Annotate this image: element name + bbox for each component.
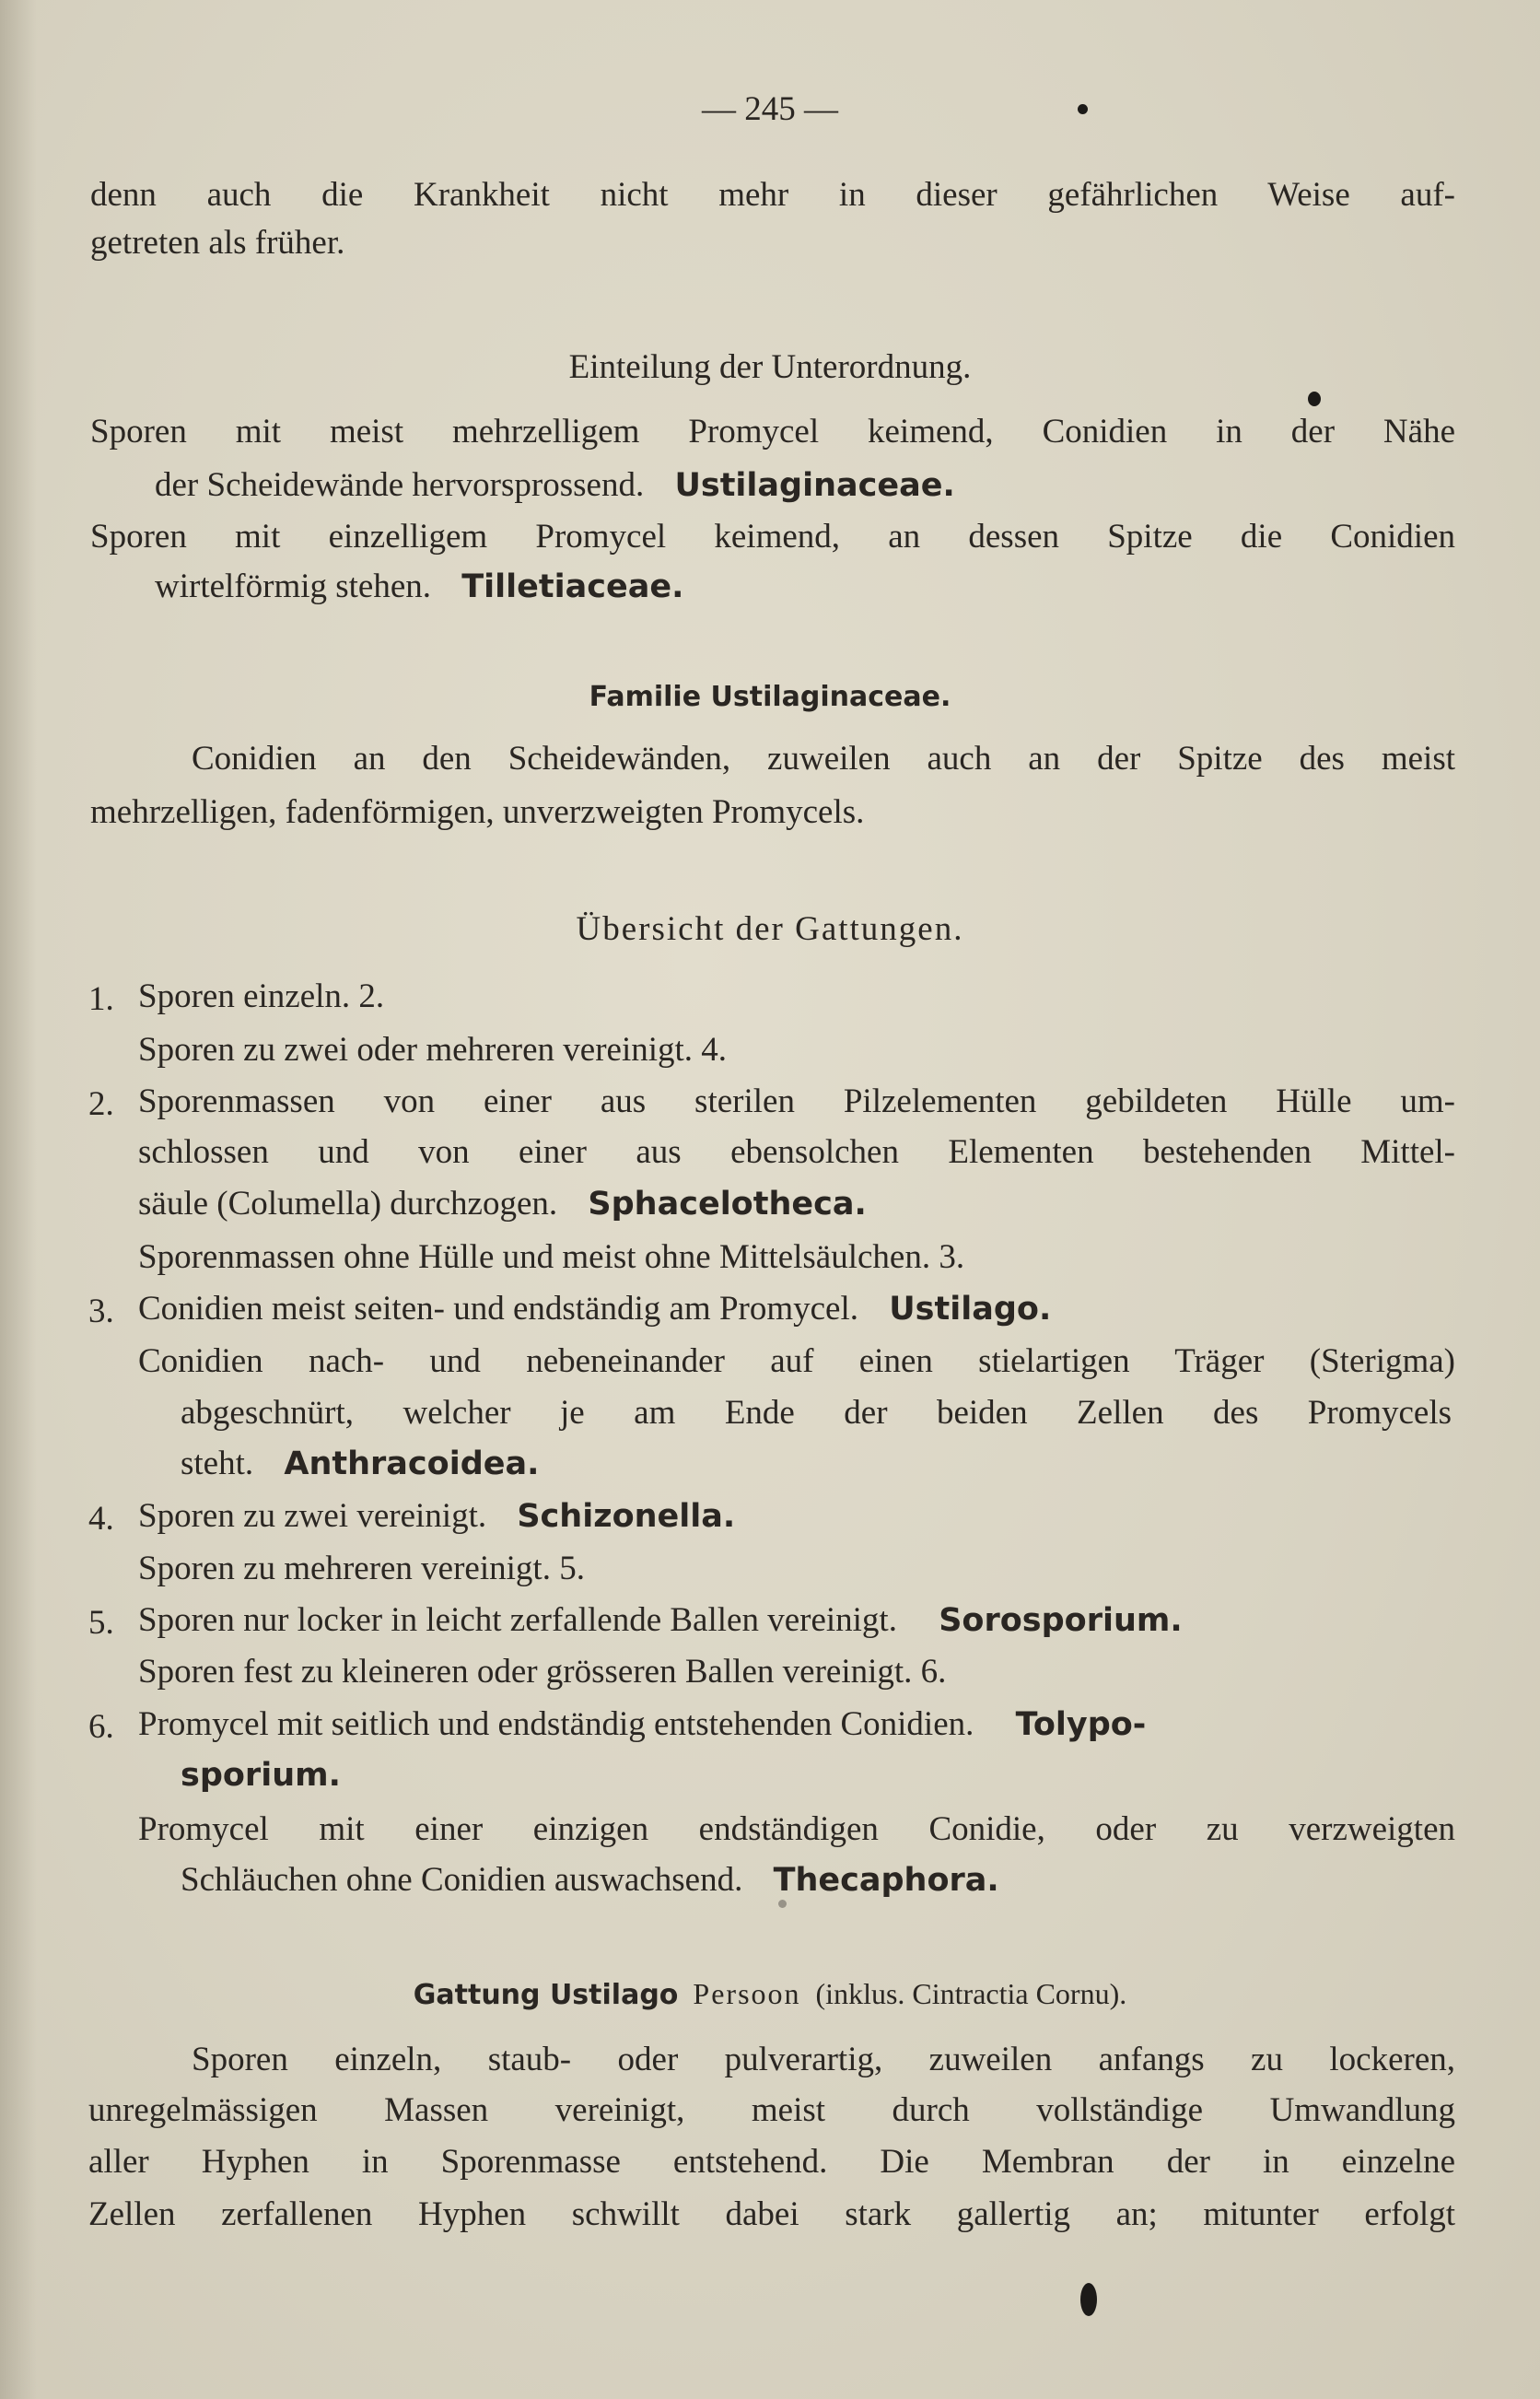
ink-spot (778, 1900, 787, 1908)
key-6b-line-1: Promycel mit einer einzigen endständigen Conidie, oder zu verzweigten (138, 1810, 1455, 1848)
gattung-heading-bold: Gattung Ustilago (413, 1979, 679, 2011)
gattung-heading (0, 1979, 1540, 2009)
key-4a (138, 1499, 735, 1533)
key-6a-text: Promycel mit seitlich und endständig entstehenden Conidien. (138, 1705, 974, 1743)
key-1a: Sporen einzeln. 2. (138, 977, 385, 1015)
key-6b-text: Schläuchen ohne Conidien auswachsend. (181, 1861, 743, 1899)
key-2b: Sporenmassen ohne Hülle und meist ohne Mittelsäulchen. 3. (138, 1238, 965, 1276)
einteilung-item-2-line-1: Sporen mit einzelligem Promycel keimend, an dessen Spitze die Conidien (90, 518, 1455, 556)
familie-heading: Familie Ustilaginaceae. (589, 681, 951, 713)
gattung-line-3: aller Hyphen in Sporenmasse entstehend. Die Membran der in einzelne (88, 2143, 1455, 2181)
key-3a-text: Conidien meist seiten- und endständig am Promycel. (138, 1290, 859, 1328)
key-number-3: 3. (88, 1293, 114, 1330)
key-1b: Sporen zu zwei oder mehreren vereinigt. 4. (138, 1031, 728, 1069)
ink-spot (1308, 392, 1321, 406)
family-name-ustilaginaceae: Ustilaginaceae. (674, 467, 955, 504)
key-5a-text: Sporen nur locker in leicht zerfallende Ballen vereinigt. (138, 1601, 897, 1639)
einteilung-item-1-text: der Scheidewände hervorsprossend. (155, 466, 645, 504)
genus-schizonella: Schizonella. (517, 1498, 736, 1535)
einteilung-item-1-line-1: Sporen mit meist mehrzelligem Promycel keimend, Conidien in der Nähe (90, 413, 1455, 451)
key-3b-line-1: Conidien nach- und nebeneinander auf einen stielartigen Träger (Sterigma) (138, 1342, 1455, 1380)
genus-ustilago: Ustilago. (889, 1291, 1052, 1328)
gattung-line-1: Sporen einzeln, staub- oder pulverartig, zuweilen anfangs zu lockeren, (192, 2041, 1455, 2078)
gattung-heading-author: Persoon (693, 1977, 801, 2010)
familie-line-2: mehrzelligen, fadenförmigen, unverzweigten Promycels. (90, 793, 865, 831)
key-number-4: 4. (88, 1500, 114, 1538)
family-name-tilletiaceae: Tilletiaceae. (461, 568, 684, 605)
gattung-heading-rest: (inklus. Cintractia Cornu). (815, 1977, 1127, 2010)
page-number: — 245 — (702, 90, 838, 128)
genus-sorosporium: Sorosporium. (939, 1602, 1183, 1639)
genus-sphacelotheca: Sphacelotheca. (588, 1186, 867, 1223)
einteilung-item-2-text: wirtelförmig stehen. (155, 568, 432, 605)
key-6b-line-2 (181, 1863, 999, 1897)
genus-tolyposporium-part-1: Tolypo- (1015, 1706, 1147, 1743)
gattung-line-4: Zellen zerfallenen Hyphen schwillt dabei stark gallertig an; mitunter erfolgt (88, 2195, 1455, 2233)
ink-spot (1078, 104, 1088, 114)
key-2a-text: säule (Columella) durchzogen. (138, 1185, 558, 1223)
key-number-5: 5. (88, 1604, 114, 1642)
key-6a-line-1 (138, 1707, 1146, 1741)
genus-thecaphora: Thecaphora. (773, 1862, 999, 1899)
gattung-line-2: unregelmässigen Massen vereinigt, meist durch vollständige Umwandlung (88, 2091, 1455, 2129)
key-2a-line-3 (138, 1187, 867, 1221)
key-3b-line-2: abgeschnürt, welcher je am Ende der beiden Zellen des Promycels (181, 1394, 1452, 1432)
key-number-6: 6. (88, 1708, 114, 1746)
key-5b: Sporen fest zu kleineren oder grösseren Ballen vereinigt. 6. (138, 1653, 947, 1691)
key-2a-line-2: schlossen und von einer aus ebensolchen Elementen bestehenden Mittel- (138, 1133, 1455, 1171)
key-2a-line-1: Sporenmassen von einer aus sterilen Pilzelementen gebildeten Hülle um- (138, 1082, 1455, 1120)
familie-line-1: Conidien an den Scheidewänden, zuweilen auch an der Spitze des meist (192, 740, 1455, 778)
key-number-2: 2. (88, 1085, 114, 1123)
key-3a (138, 1292, 1051, 1326)
key-4a-text: Sporen zu zwei vereinigt. (138, 1497, 487, 1535)
einteilung-heading: Einteilung der Unterordnung. (568, 348, 972, 386)
uebersicht-heading: Übersicht der Gattungen. (576, 910, 964, 948)
genus-tolyposporium-part-2: sporium. (181, 1757, 341, 1794)
genus-anthracoidea: Anthracoidea. (284, 1445, 540, 1482)
ink-spot (1080, 2283, 1097, 2316)
key-number-1: 1. (88, 980, 114, 1018)
key-4b: Sporen zu mehreren vereinigt. 5. (138, 1550, 585, 1587)
einteilung-item-2-line-2 (155, 569, 683, 603)
intro-line-2: getreten als früher. (90, 224, 345, 262)
einteilung-item-1-line-2 (155, 468, 955, 502)
key-3b-text: steht. (181, 1445, 254, 1482)
intro-line-1: denn auch die Krankheit nicht mehr in dieser gefährlichen Weise auf- (90, 176, 1455, 214)
key-5a (138, 1603, 1183, 1637)
key-3b-line-3 (181, 1446, 539, 1480)
